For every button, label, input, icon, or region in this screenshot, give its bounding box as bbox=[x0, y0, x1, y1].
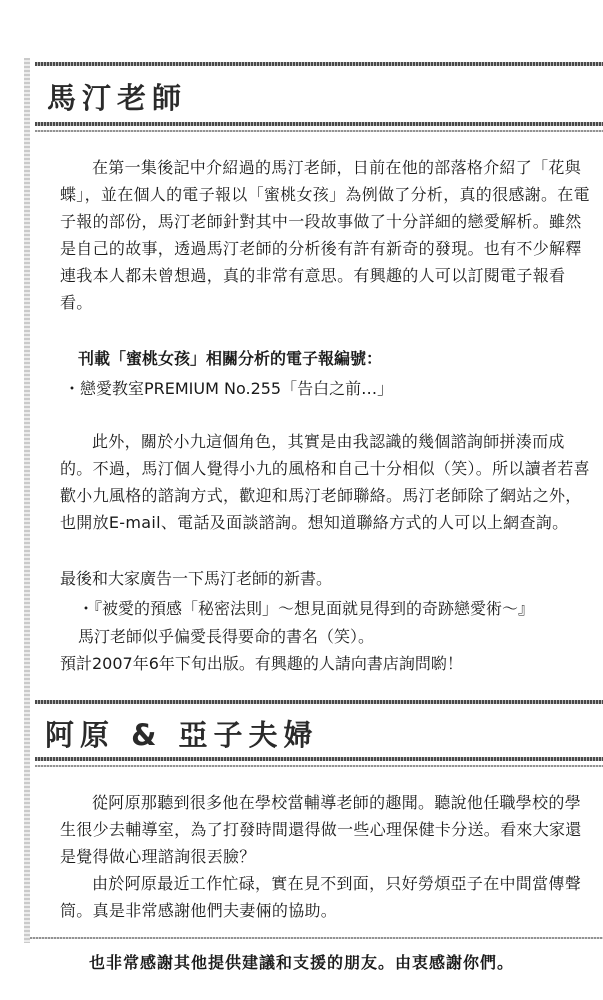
header-rule-shadow bbox=[35, 130, 603, 132]
header-rule-bottom bbox=[35, 122, 603, 126]
couple-paragraph-1: 從阿原那聽到很多他在學校當輔導老師的趣聞。聽說他任職學校的學生很少去輔導室，為了打發時間還得做一些心理保健卡分送。看來大家還是覺得做心理諮詢很丟臉？ bbox=[60, 793, 582, 866]
newsletter-issue-heading: 刊載「蜜桃女孩」相關分析的電子報編號： bbox=[78, 349, 383, 368]
section-title-couple: 阿原 & 亞子夫婦 bbox=[45, 718, 319, 752]
scan-edge bbox=[24, 58, 30, 943]
footer-thanks: 也非常感謝其他提供建議和支援的朋友。由衷感謝你們。 bbox=[88, 953, 514, 972]
book-title-note: 馬汀老師似乎偏愛長得要命的書名（笑）。 bbox=[78, 627, 375, 646]
header-rule-bottom-2 bbox=[35, 757, 603, 761]
book-title-item: ・『被愛的預感「秘密法則」～想見面就見得到的奇跡戀愛術～』 bbox=[78, 599, 535, 618]
release-info: 預計2007年6年下旬出版。有興趣的人請向書店詢問喲！ bbox=[60, 654, 463, 673]
header-rule-top-2 bbox=[35, 700, 603, 704]
martin-paragraph-1: 在第一集後記中介紹過的馬汀老師，日前在他的部落格介紹了「花與蝶」，並在個人的電子報以「蜜桃女孩」為例做了分析，真的很感謝。在電子報的部份，馬汀老師針對其中一段故事做了十分詳細的戀愛解析。雖然是自己的故事，透過馬汀老師的分析後有許有新奇的發現。也有不少解釋連我本人都未曾想過，真的非常有意思。有興趣的人可以訂閱電子報看看。 bbox=[60, 158, 590, 312]
header-rule-shadow-2 bbox=[35, 765, 603, 767]
couple-paragraph-2: 由於阿原最近工作忙碌，實在見不到面，只好勞煩亞子在中間當傳聲筒。真是非常感謝他們夫妻倆的協助。 bbox=[60, 874, 582, 920]
bottom-rule bbox=[30, 937, 603, 939]
header-rule-top bbox=[35, 62, 603, 66]
section-title-martin: 馬汀老師 bbox=[47, 81, 188, 115]
ad-intro: 最後和大家廣告一下馬汀老師的新書。 bbox=[60, 569, 333, 588]
newsletter-issue-item: ・戀愛教室PREMIUM No.255「告白之前…」 bbox=[64, 379, 394, 398]
martin-paragraph-2: 此外，關於小九這個角色，其實是由我認識的幾個諮詢師拼湊而成的。不過，馬汀個人覺得小九的風格和自己十分相似（笑）。所以讀者若喜歡小九風格的諮詢方式，歡迎和馬汀老師聯絡。馬汀老師除了網站之外，也開放E-mail、電話及面談諮詢。想知道聯絡方式的人可以上網查詢。 bbox=[60, 432, 590, 532]
